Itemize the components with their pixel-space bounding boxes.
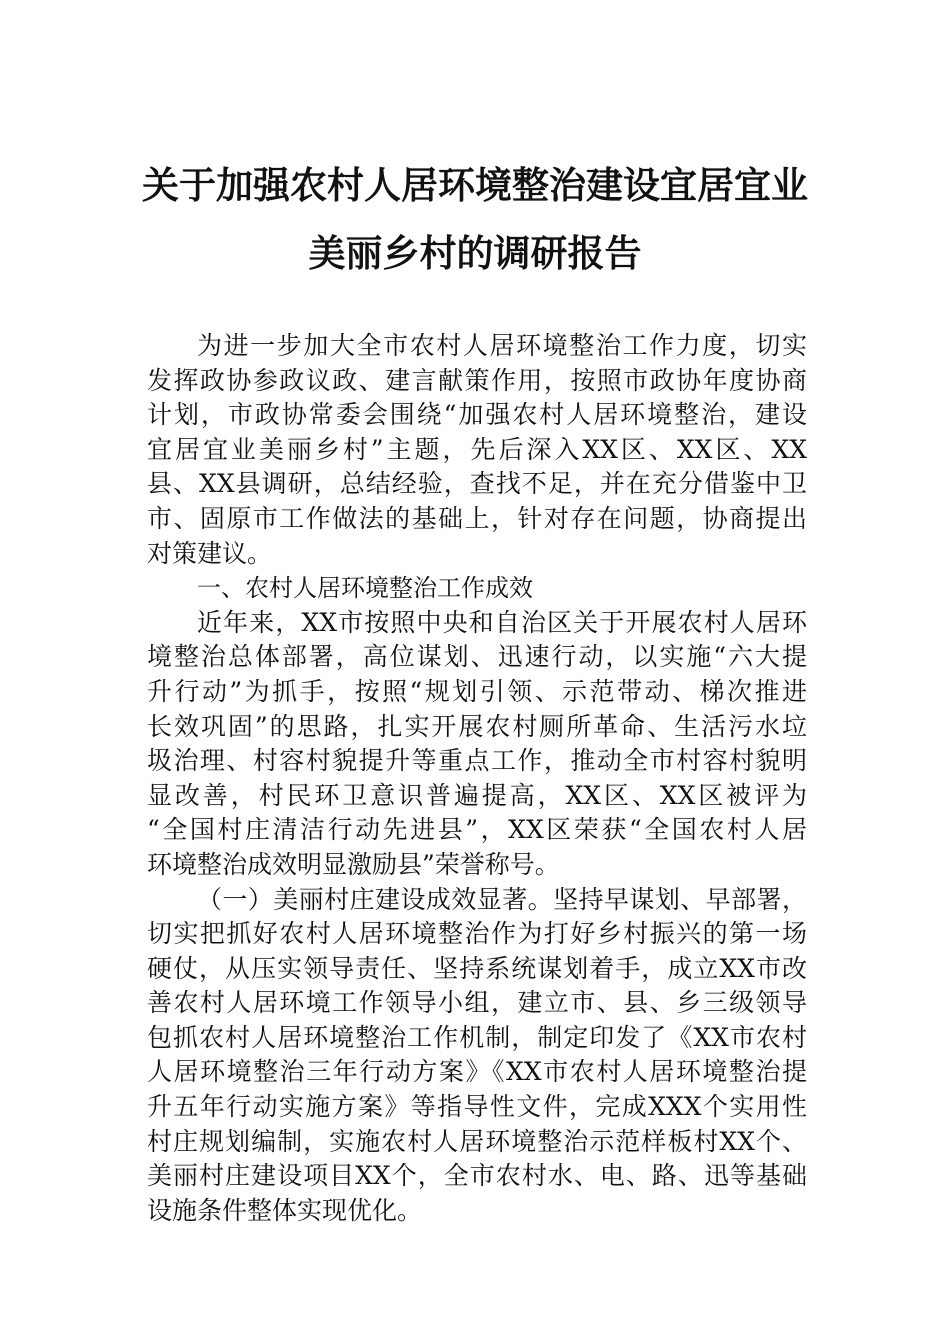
paragraph-intro [147, 329, 807, 571]
text-line: 村庄规划编制，实施农村人居环境整治示范样板村XX个、 [147, 1126, 807, 1156]
text-line: 升行动”为抓手，按照“规划引领、示范带动、梯次推进 [147, 676, 807, 706]
text-line: 为进一步加大全市农村人居环境整治工作力度，切实 [197, 331, 807, 360]
paragraph-village-construction [147, 883, 807, 1229]
text-line: 长效巩固”的思路，扎实开展农村厕所革命、生活污水垃 [147, 711, 807, 741]
document-title-line-2: 美丽乡村的调研报告 [308, 231, 642, 275]
document-title-line-1: 关于加强农村人居环境整治建设宜居宜业 [142, 163, 808, 207]
document-body [147, 329, 807, 1228]
paragraph-achievements [147, 606, 807, 883]
text-line: 境整治总体部署，高位谋划、迅速行动，以实施“六大提 [147, 642, 807, 672]
text-line: 发挥政协参政议政、建言献策作用，按照市政协年度协商 [147, 365, 807, 395]
text-line: 县、XX县调研，总结经验，查找不足，并在充分借鉴中卫 [147, 469, 807, 499]
text-line: “全国村庄清洁行动先进县”，XX区荣获“全国农村人居 [147, 815, 807, 845]
text-line: 环境整治成效明显激励县”荣誉称号。 [147, 849, 560, 879]
text-line: 美丽村庄建设项目XX个，全市农村水、电、路、迅等基础 [147, 1161, 807, 1191]
text-line: 对策建议。 [147, 538, 273, 568]
text-line: 近年来，XX市按照中央和自治区关于开展农村人居环 [197, 607, 807, 637]
text-line: （一）美丽村庄建设成效显著。坚持早谋划、早部署， [197, 884, 807, 914]
text-line: 善农村人居环境工作领导小组，建立市、县、乡三级领导 [147, 988, 807, 1018]
text-line: 设施条件整体实现优化。 [147, 1195, 423, 1225]
text-line: 硬仗，从压实领导责任、坚持系统谋划着手，成立XX市改 [147, 953, 807, 983]
section-heading: 一、农村人居环境整治工作成效 [197, 574, 533, 603]
text-line: 圾治理、村容村貌提升等重点工作，推动全市村容村貌明 [147, 746, 807, 776]
text-line: 切实把抓好农村人居环境整治作为打好乡村振兴的第一场 [147, 919, 807, 949]
text-line: 市、固原市工作做法的基础上，针对存在问题，协商提出 [147, 503, 807, 533]
text-line: 计划，市政协常委会围绕“加强农村人居环境整治，建设 [147, 400, 807, 430]
text-line: 人居环境整治三年行动方案》《XX市农村人居环境整治提 [147, 1057, 807, 1087]
text-line: 升五年行动实施方案》等指导性文件，完成XXX个实用性 [147, 1092, 807, 1122]
text-line: 包抓农村人居环境整治工作机制，制定印发了《XX市农村 [147, 1022, 807, 1052]
text-line: 宜居宜业美丽乡村”主题，先后深入XX区、XX区、XX [147, 434, 807, 464]
text-line: 显改善，村民环卫意识普遍提高，XX区、XX区被评为 [147, 780, 807, 810]
